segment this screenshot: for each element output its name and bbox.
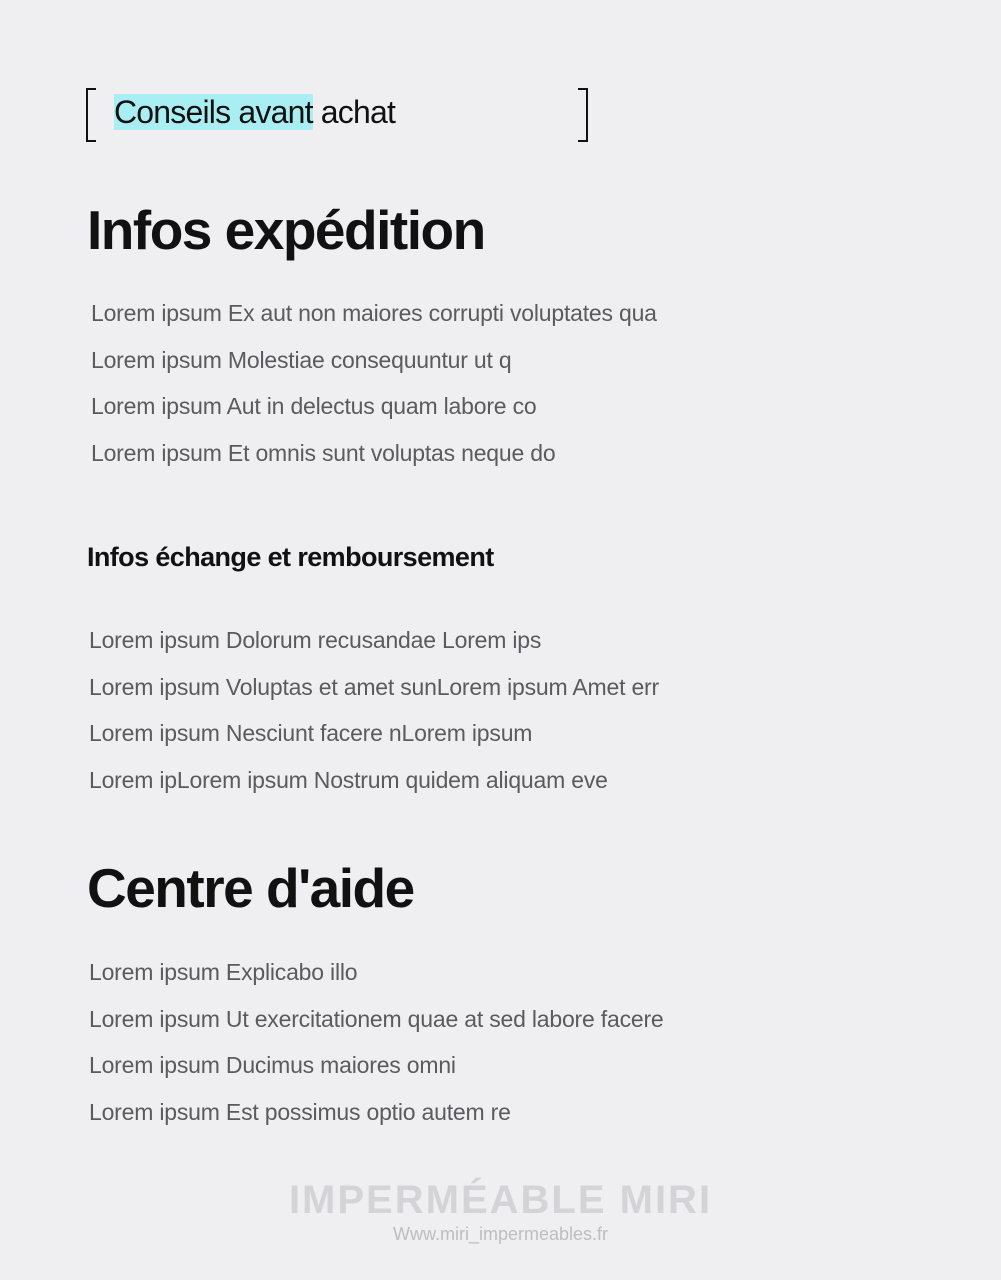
shipping-heading: Infos expédition [87, 199, 485, 261]
list-item: Lorem ipsum Et omnis sunt voluptas neque do [91, 439, 556, 466]
list-item: Lorem ipsum Ex aut non maiores corrupti voluptates qua [91, 300, 657, 326]
website-link[interactable]: Www.miri_impermeables.fr [392, 1224, 609, 1244]
list-item: Lorem ipsum Nesciunt facere nLorem ipsum [89, 720, 533, 746]
help-list [89, 949, 664, 1135]
list-item: Lorem ipsum Voluptas et amet sunLorem ipsum Amet err [89, 673, 659, 700]
list-item: Lorem ipLorem ipsum Nostrum quidem aliquam eve [89, 766, 608, 793]
brand-name: IMPERMÉABLE MIRI [288, 1178, 713, 1222]
list-item: Lorem ipsum Explicabo illo [89, 959, 358, 985]
category-tag [86, 88, 588, 146]
list-item: Lorem ipsum Ut exercitationem quae at sed labore facere [89, 1005, 664, 1032]
exchange-heading: Infos échange et remboursement [87, 542, 494, 572]
tag-rest-text: achat [312, 94, 396, 130]
list-item: Lorem ipsum Est possimus optio autem re [89, 1098, 511, 1125]
right-bracket [578, 88, 588, 142]
list-item: Lorem ipsum Aut in delectus quam labore co [91, 393, 537, 419]
exchange-list [89, 617, 659, 803]
left-bracket [86, 88, 96, 142]
shipping-list [91, 290, 657, 476]
category-tag-label [114, 92, 395, 132]
list-item: Lorem ipsum Ducimus maiores omni [89, 1052, 456, 1078]
list-item: Lorem ipsum Molestiae consequuntur ut q [91, 346, 512, 373]
list-item: Lorem ipsum Dolorum recusandae Lorem ips [89, 627, 542, 653]
highlighted-text: Conseils avant [114, 94, 313, 130]
help-center-heading: Centre d'aide [87, 857, 414, 919]
